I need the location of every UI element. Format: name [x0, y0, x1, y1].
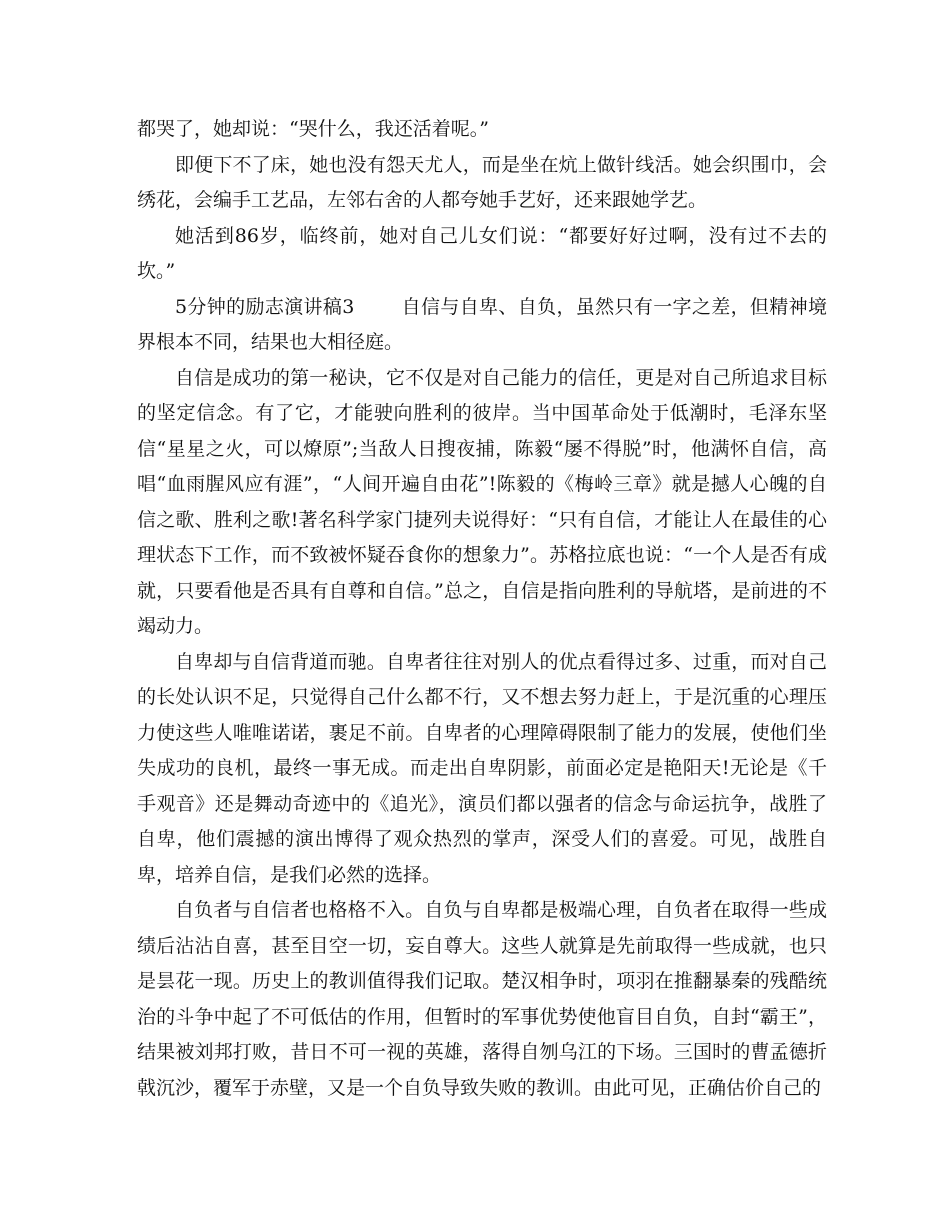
paragraph-2: 即便下不了床，她也没有怨天尤人，而是坐在炕上做针线活。她会织围巾，会绣花，会编手工艺品，左邻右舍的人都夸她手艺好，还来跟她学艺。 [137, 153, 827, 211]
body-paragraph-arrogance: 自负者与自信者也格格不入。自负与自卑都是极端心理，自负者在取得一些成绩后沾沾自喜，甚至目空一切，妄自尊大。这些人就算是先前取得一些成就，也只是昙花一现。历史上的教训值得我们记取。楚汉相争时，项羽在推翻暴秦的残酷统治的斗争中起了不可低估的作用，但暂时的军事优势使他盲目自负，自封“霸王”，结果被刘邦打败，昔日不可一视的英雄，落得自刎乌江的下场。三国时的曹孟德折戟沉沙，覆军于赤壁，又是一个自负导致失败的教训。由此可见，正确估价自己的 [137, 899, 827, 1099]
body-paragraph-confidence: 自信是成功的第一秘诀，它不仅是对自己能力的信任，更是对自己所追求目标的坚定信念。有了它，才能驶向胜利的彼岸。当中国革命处于低潮时，毛泽东坚信“星星之火，可以燎原”;当敌人日搜夜捕，陈毅“屡不得脱”时，他满怀自信，高唱“血雨腥风应有涯”，“人间开遍自由花”!陈毅的《梅岭三章》就是撼人心魄的自信之歌、胜利之歌!著名科学家门捷列夫说得好：“只有自信，才能让人在最佳的心理状态下工作，而不致被怀疑吞食你的想象力”。苏格拉底也说：“一个人是否有成就，只要看他是否具有自尊和自信。”总之，自信是指向胜利的导航塔，是前进的不竭动力。 [137, 366, 827, 637]
body-paragraph-inferiority: 自卑却与自信背道而驰。自卑者往往对别人的优点看得过多、过重，而对自己的长处认识不足，只觉得自己什么都不行，又不想去努力赶上，于是沉重的心理压力使这些人唯唯诺诺，裹足不前。自卑者的心理障碍限制了能力的发展，使他们坐失成功的良机，最终一事无成。而走出自卑阴影，前面必定是艳阳天!无论是《千手观音》还是舞动奇迹中的《追光》，演员们都以强者的信念与命运抗争，战胜了自卑，他们震撼的演出博得了观众热烈的掌声，深受人们的喜爱。可见，战胜自卑，培养自信，是我们必然的选择。 [137, 650, 827, 886]
paragraph-1: 都哭了，她却说：“哭什么，我还活着呢。” [137, 118, 489, 140]
paragraph-3: 她活到86岁，临终前，她对自己儿女们说：“都要好好过啊，没有过不去的坎。” [137, 224, 827, 282]
section-intro-text: 自信与自卑、自负，虽然只有一字之差，但精神境界根本不同，结果也大相径庭。 [137, 295, 827, 353]
document-page [137, 112, 827, 1106]
section-title: 5分钟的励志演讲稿3 [175, 295, 355, 318]
section-paragraph [137, 290, 827, 361]
